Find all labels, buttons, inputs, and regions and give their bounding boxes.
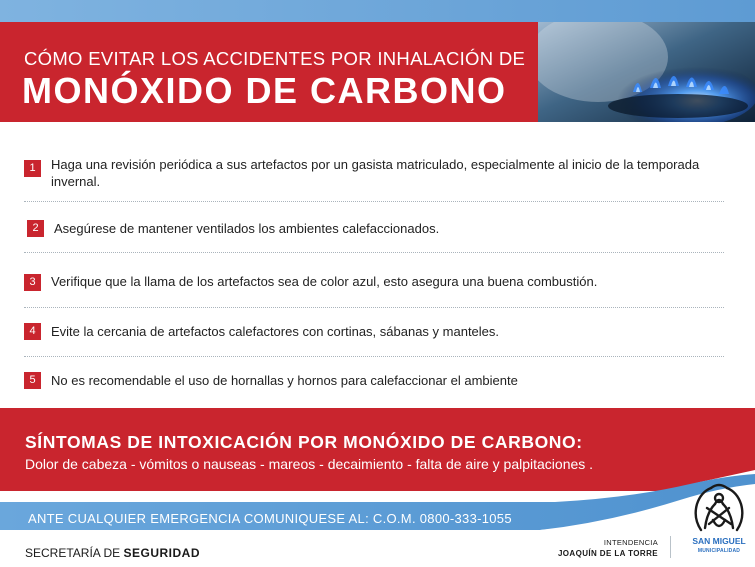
- prevention-list: [0, 122, 755, 408]
- item-number-badge: 4: [24, 323, 41, 340]
- item-text: Evite la cercania de artefactos calefactores con cortinas, sábanas y manteles.: [51, 324, 500, 339]
- secretaria-name: SEGURIDAD: [123, 546, 200, 560]
- intendencia-label: INTENDENCIA: [603, 538, 658, 547]
- item-number-badge: 1: [24, 160, 41, 177]
- item-number-badge: 3: [24, 274, 41, 291]
- intendencia-name: JOAQUÍN DE LA TORRE: [557, 549, 658, 558]
- dotted-divider: [24, 252, 724, 253]
- item-text: No es recomendable el uso de hornallas y hornos para calefaccionar el ambiente: [51, 373, 518, 388]
- intendencia-block: [545, 538, 658, 558]
- gas-flame-photo: [538, 22, 755, 122]
- secretaria-label: [25, 546, 200, 560]
- item-number-badge: 5: [24, 372, 41, 389]
- symptoms-text: Dolor de cabeza - vómitos o nauseas - mareos - decaimiento - falta de aire y palpitaciones .: [25, 456, 594, 472]
- item-text: Verifique que la llama de los artefactos sea de color azul, esto asegura una buena combustión.: [51, 274, 598, 289]
- item-text: Asegúrese de mantener ventilados los ambientes calefaccionados.: [54, 221, 440, 236]
- item-text: Haga una revisión periódica a sus artefactos por un gasista matriculado, especialmente al inicio de la temporada invernal.: [51, 157, 700, 189]
- logo-name: SAN MIGUEL: [692, 536, 746, 546]
- header-title: MONÓXIDO DE CARBONO: [22, 70, 507, 111]
- header-subtitle: CÓMO EVITAR LOS ACCIDENTES POR INHALACIÓN DE: [24, 48, 526, 69]
- symptoms-title: SÍNTOMAS DE INTOXICACIÓN POR MONÓXIDO DE CARBONO:: [25, 432, 583, 452]
- logo-subtitle: MUNICIPALIDAD: [697, 548, 741, 554]
- footer-divider: [670, 536, 671, 558]
- secretaria-prefix: SECRETARÍA DE: [25, 546, 121, 560]
- top-blue-strip: [0, 0, 755, 22]
- header-banner: [0, 22, 538, 122]
- dotted-divider: [24, 307, 724, 308]
- dotted-divider: [24, 201, 724, 202]
- item-number-badge: 2: [27, 220, 44, 237]
- dotted-divider: [24, 356, 724, 357]
- emergency-contact-text: ANTE CUALQUIER EMERGENCIA COMUNIQUESE AL: C.O.M. 0800-333-1055: [28, 511, 512, 526]
